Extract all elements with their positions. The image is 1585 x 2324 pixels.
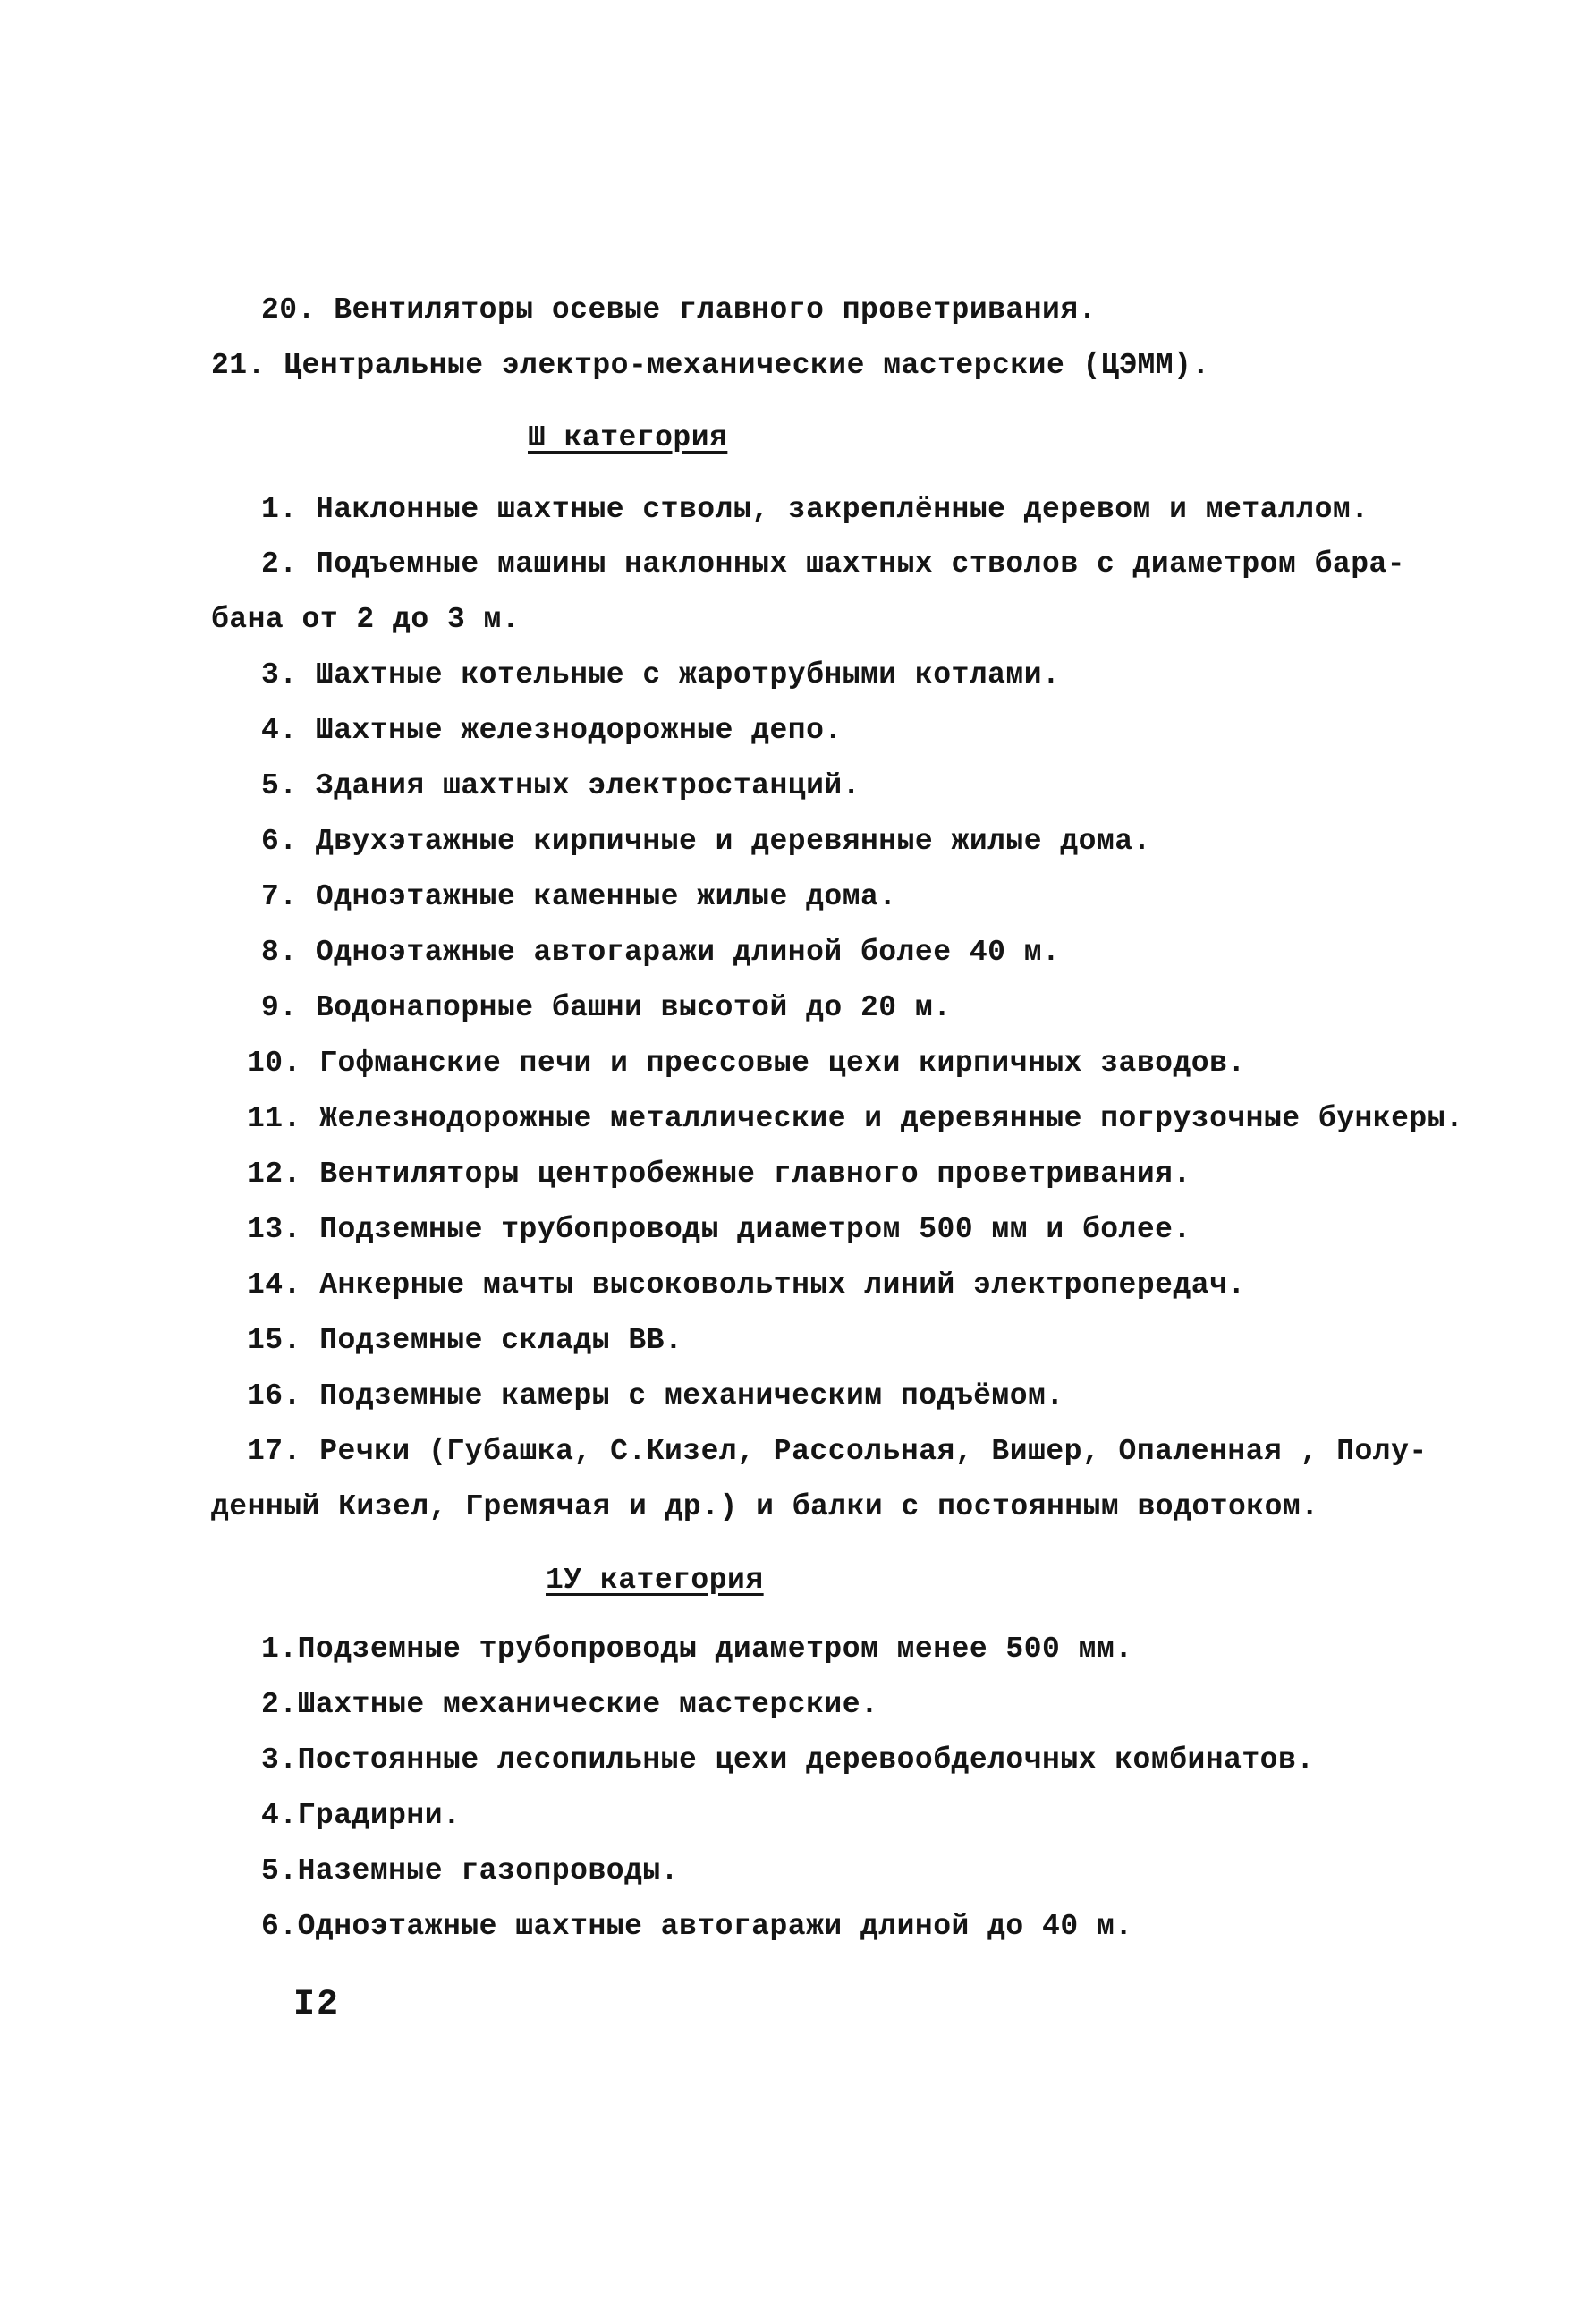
list-item: 2. Подъемные машины наклонных шахтных стволов с диаметром бара- (261, 547, 1406, 581)
list-item: 3. Шахтные котельные с жаротрубными котлами. (261, 658, 1061, 691)
list-item: 12. Вентиляторы центробежные главного проветривания. (247, 1158, 1191, 1191)
list-item: 16. Подземные камеры с механическим подъёмом. (247, 1379, 1064, 1412)
list-item: 20. Вентиляторы осевые главного проветривания. (261, 293, 1097, 327)
section-heading-category-4: 1У категория (546, 1564, 764, 1597)
list-item: 11. Железнодорожные металлические и деревянные погрузочные бункеры. (247, 1102, 1464, 1135)
list-item: 8. Одноэтажные автогаражи длиной более 40 м. (261, 936, 1061, 969)
list-item: 5. Здания шахтных электростанций. (261, 769, 861, 802)
list-item: 15. Подземные склады ВВ. (247, 1324, 683, 1357)
list-item: 1.Подземные трубопроводы диаметром менее 500 мм. (261, 1633, 1133, 1666)
page-number: I2 (293, 1985, 341, 2025)
list-item: 14. Анкерные мачты высоковольтных линий электропередач. (247, 1268, 1246, 1302)
list-item: 6. Двухэтажные кирпичные и деревянные жилые дома. (261, 825, 1151, 858)
list-item: 21. Центральные электро-механические мастерские (ЦЭММ). (211, 349, 1210, 382)
list-item: 1. Наклонные шахтные стволы, закреплённые деревом и металлом. (261, 493, 1369, 526)
list-item: 9. Водонапорные башни высотой до 20 м. (261, 991, 952, 1024)
list-item: 10. Гофманские печи и прессовые цехи кирпичных заводов. (247, 1047, 1246, 1080)
list-item-continuation: денный Кизел, Гремячая и др.) и балки с постоянным водотоком. (211, 1490, 1319, 1523)
list-item: 4.Градирни. (261, 1799, 462, 1832)
section-heading-category-3: Ш категория (528, 421, 728, 454)
list-item: 17. Речки (Губашка, С.Кизел, Рассольная, Вишер, Опаленная , Полу- (247, 1435, 1428, 1468)
list-item: 2.Шахтные механические мастерские. (261, 1688, 879, 1721)
list-item: 7. Одноэтажные каменные жилые дома. (261, 880, 897, 913)
list-item: 13. Подземные трубопроводы диаметром 500 мм и более. (247, 1213, 1191, 1246)
list-item: 3.Постоянные лесопильные цехи деревообделочных комбинатов. (261, 1743, 1315, 1777)
list-item: 6.Одноэтажные шахтные автогаражи длиной до 40 м. (261, 1910, 1133, 1943)
list-item: 4. Шахтные железнодорожные депо. (261, 714, 843, 747)
list-item: 5.Наземные газопроводы. (261, 1854, 679, 1887)
list-item-continuation: бана от 2 до 3 м. (211, 603, 521, 636)
